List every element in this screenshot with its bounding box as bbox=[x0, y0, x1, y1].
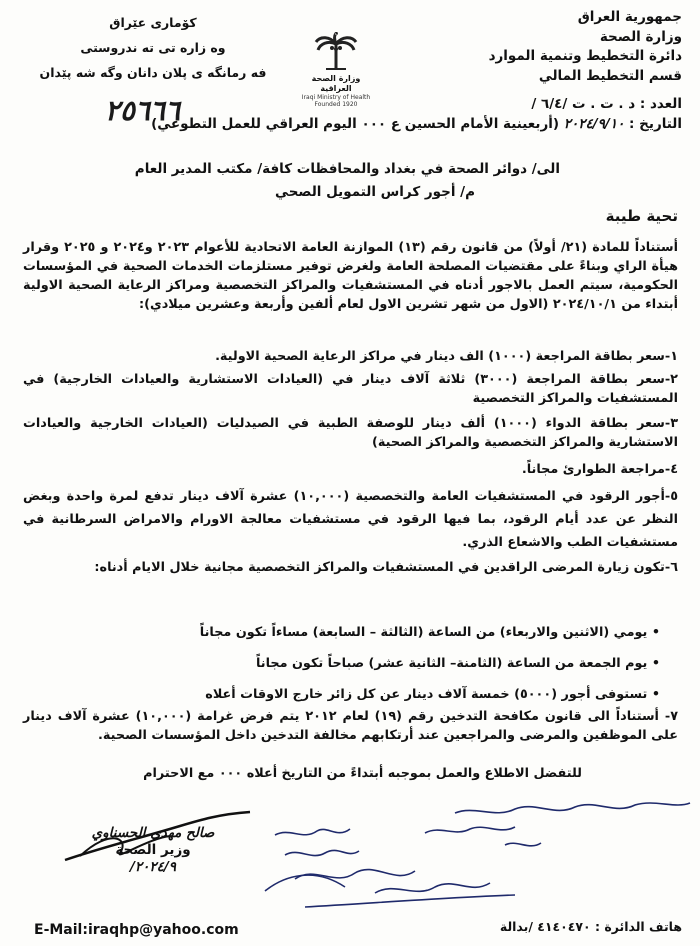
logo-english-name: Iraqi Ministry of Health bbox=[301, 94, 371, 101]
header-ministry: وزارة الصحة bbox=[599, 28, 682, 45]
handwritten-annotations bbox=[255, 795, 695, 925]
header-section: قسم التخطيط المالي bbox=[538, 67, 682, 84]
subject: م/ أجور كراس التمويل الصحي bbox=[275, 184, 475, 200]
subitem-text: يوم الجمعة من الساعة (الثامنة– الثانية عشر) صباحاً تكون مجاناً bbox=[255, 656, 648, 671]
recipients: الى/ دوائر الصحة في بغداد والمحافظات كافة/ مكتب المدير العام bbox=[134, 161, 560, 177]
header-kurdish-country: کۆماری عێراق bbox=[109, 15, 197, 30]
date-label: التاريخ : bbox=[629, 116, 682, 132]
visiting-hours-list bbox=[30, 623, 660, 712]
header-kurdish-ministry: وه زاره تی ته ندروستی bbox=[80, 40, 226, 55]
list-item: ٦-تكون زيارة المرضى الراقدين في المستشفيات والمراكز التخصصية مجانية خلال الايام أدناه: bbox=[94, 560, 678, 575]
greeting: تحية طيبة bbox=[605, 207, 678, 225]
date-line bbox=[22, 116, 682, 132]
header-directorate: دائرة التخطيط وتنمية الموارد bbox=[488, 48, 682, 64]
list-item: • تستوفى أجور (٥٠٠٠) خمسة آلاف دينار عن كل زائر خارج الاوقات أعلاه bbox=[205, 687, 660, 702]
handwritten-number: ٢٥٦٦٦ bbox=[104, 94, 180, 127]
header-kurdish bbox=[38, 10, 268, 85]
palm-tree-icon bbox=[312, 32, 360, 70]
smoking-fine-item: ٧- أستناداً الى قانون مكافحة التدخين رقم (١٩) لعام ٢٠١٢ يتم فرض غرامة (١٠,٠٠٠) عشرة آلاف دينار على الموظفين والمرضى والمراجعين عند أرتكابهم مخالفة التدخين داخل المؤسسات الصحية. bbox=[23, 709, 678, 743]
closing-line: للتفضل الاطلاع والعمل بموجبه أبتداءً من التاريخ أعلاه ٠٠٠ مع الاحترام bbox=[143, 766, 582, 781]
list-item: ١-سعر بطاقة المراجعة (١٠٠٠) الف دينار في مراكز الرعاية الصحية الاولية. bbox=[215, 349, 678, 364]
date-note: (أربعينية الأمام الحسين ع ٠٠٠ اليوم العراقي للعمل التطوعي) bbox=[151, 116, 560, 132]
subitem-text: يومي (الاثنين والاربعاء) من الساعة (الثالثة – السابعة) مساءاً تكون مجاناً bbox=[199, 625, 648, 640]
list-item: ٢-سعر بطاقة المراجعة (٣٠٠٠) ثلاثة آلاف دينار في (العيادات الاستشارية والعيادات الخارجية) في المستشفيات والمراكز التخصصية bbox=[23, 372, 678, 406]
list-item: ٣-سعر بطاقة الدواء (١٠٠٠) ألف دينار للوصفة الطبية في الصيدليات (العيادات الخارجية والعيادات الاستشارية والمراكز التخصصية والمراكز الصحية) bbox=[23, 416, 678, 450]
logo-founded: Founded 1920 bbox=[314, 101, 358, 108]
signature-block bbox=[78, 825, 228, 876]
list-item: • يوم الجمعة من الساعة (الثامنة– الثانية عشر) صباحاً تكون مجاناً bbox=[255, 656, 660, 671]
fee-items-list bbox=[23, 347, 678, 581]
logo-arabic-name: وزارة الصحة العراقية bbox=[311, 74, 361, 93]
ministry-logo bbox=[296, 32, 376, 108]
footer-email: E-Mail:iraqhp@yahoo.com bbox=[34, 922, 239, 938]
header-arabic bbox=[489, 8, 682, 86]
reference-number: العدد : د . ت . ت /٦/٤ / bbox=[531, 96, 682, 112]
header-kurdish-directorate: فه رمانگه ی پلان دانان وگه شه پێدان bbox=[39, 65, 267, 80]
date-value: ٢٠٢٤/٩/١٠ bbox=[563, 116, 625, 132]
footer-phone: هاتف الدائرة : ٤١٤٠٤٧٠ /بدالة bbox=[499, 919, 682, 934]
signer-name: صالح مهدي الحسناوي bbox=[91, 825, 215, 841]
list-item: • يومي (الاثنين والاربعاء) من الساعة (الثالثة – السابعة) مساءاً تكون مجاناً bbox=[199, 625, 660, 640]
signature-date: ٢٠٢٤/٩/ bbox=[129, 859, 177, 875]
list-item: ٥-أجور الرقود في المستشفيات العامة والتخصصية (١٠,٠٠٠) عشرة آلاف دينار تدفع لمرة واحدة وبغض النظر عن عدد أيام الرقود، بما فيها الرقود في مستشفيات معالجة الاورام والامراض السرطانية في مستشفيات الطب والاشعاع الذري. bbox=[23, 489, 678, 550]
list-item: ٤-مراجعة الطوارئ مجاناً. bbox=[521, 462, 678, 477]
intro-paragraph: أستناداً للمادة (٢١/ أولاً) من قانون رقم (١٣) الموازنة العامة الاتحادية للأعوام ٢٠٢٣ و٢٠٢٤ و ٢٠٢٥ وقرار هيأة الراي وبناءً على مقتضيات المصلحة العامة ولغرض توفير مستلزمات الخدمات الصحية في المؤسسات الحكومية، سيتم العمل بالاجور أدناه في المستشفيات والمراكز التخصصية ومراكز الرعاية الصحية الاولية أبتداء من ٢٠٢٤/١٠/١ (الاول من شهر تشرين الاول لعام ألفين وأربعة وعشرين ميلادي): bbox=[23, 240, 678, 312]
header-country: جمهورية العراق bbox=[577, 9, 682, 25]
signer-title: وزير الصحة bbox=[115, 842, 191, 858]
subitem-text: تستوفى أجور (٥٠٠٠) خمسة آلاف دينار عن كل زائر خارج الاوقات أعلاه bbox=[205, 687, 648, 702]
